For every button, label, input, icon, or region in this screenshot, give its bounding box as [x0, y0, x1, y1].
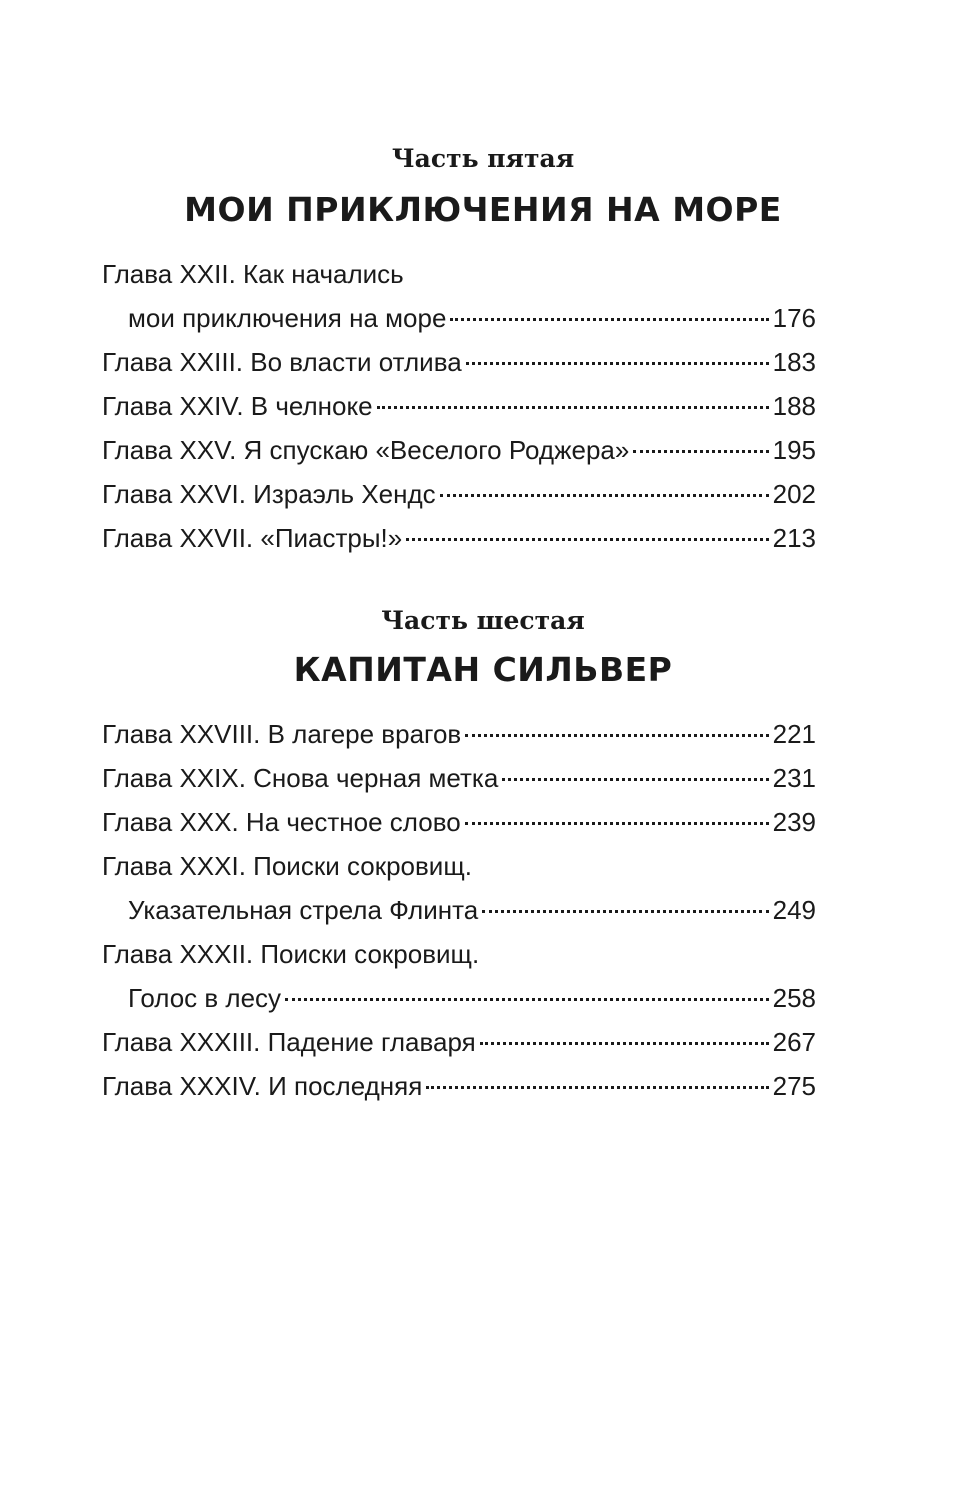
dot-leader	[480, 1042, 769, 1045]
toc-entry-label: Глава XXXIII. Падение главаря	[102, 1027, 476, 1057]
toc-entry-chapter-28	[102, 712, 816, 756]
toc-entry-chapter-30	[102, 800, 816, 844]
dot-leader	[633, 450, 768, 453]
toc-entry-page: 202	[772, 479, 816, 509]
toc-entry-page: 183	[772, 347, 816, 377]
toc-entry-chapter-23	[102, 340, 816, 384]
toc-entry-chapter-31	[102, 888, 816, 932]
dot-leader	[377, 406, 769, 409]
toc-entry-label: Глава XXX. На честное слово	[102, 807, 461, 837]
toc-entry-label: Глава XXXIV. И последняя	[102, 1071, 423, 1101]
toc-entry-label: Глава XXIV. В челноке	[102, 391, 373, 421]
toc-entry-chapter-27	[102, 516, 816, 560]
toc-entry-page: 231	[772, 763, 816, 793]
dot-leader	[285, 998, 769, 1001]
toc-entry-label: Глава XXII. Как начались	[102, 259, 404, 289]
toc-entry-chapter-26	[102, 472, 816, 516]
dot-leader	[466, 362, 769, 365]
toc-entry-label: мои приключения на море	[128, 303, 447, 333]
toc-entry-label: Голос в лесу	[128, 983, 282, 1013]
dot-leader	[450, 318, 768, 321]
toc-entry-label: Глава XXXII. Поиски сокровищ.	[102, 939, 480, 969]
toc-entry-label: Глава XXVII. «Пиастры!»	[102, 523, 403, 553]
dot-leader	[482, 910, 768, 913]
dot-leader	[465, 822, 769, 825]
dot-leader	[440, 494, 769, 497]
part-five-contents	[102, 252, 816, 560]
toc-entry-label: Глава XXXI. Поиски сокровищ.	[102, 851, 472, 881]
toc-entry-page: 221	[772, 719, 816, 749]
part-five-title: МОИ ПРИКЛЮЧЕНИЯ НА МОРЕ	[184, 190, 782, 229]
toc-entry-chapter-25	[102, 428, 816, 472]
toc-entry-page: 249	[772, 895, 816, 925]
toc-entry-chapter-29	[102, 756, 816, 800]
toc-entry-page: 213	[772, 523, 816, 553]
part-five-label: Часть пятая	[391, 144, 575, 173]
toc-entry-page: 239	[772, 807, 816, 837]
toc-entry-page: 188	[772, 391, 816, 421]
toc-entry-label: Глава XXVI. Израэль Хендс	[102, 479, 436, 509]
part-six-contents	[102, 712, 816, 1108]
toc-entry-page: 176	[772, 303, 816, 333]
part-six-label: Часть шестая	[381, 606, 585, 635]
toc-entry-page: 258	[772, 983, 816, 1013]
dot-leader	[406, 538, 768, 541]
dot-leader	[426, 1086, 768, 1089]
toc-entry-label: Глава XXIX. Снова черная метка	[102, 763, 499, 793]
toc-entry-label: Глава XXVIII. В лагере врагов	[102, 719, 462, 749]
toc-entry-label: Глава XXV. Я спускаю «Веселого Роджера»	[102, 435, 630, 465]
part-six-title: КАПИТАН СИЛЬВЕР	[293, 650, 673, 689]
toc-entry-chapter-24	[102, 384, 816, 428]
toc-entry-page: 267	[772, 1027, 816, 1057]
toc-entry-chapter-32-line1	[102, 932, 816, 976]
toc-entry-label: Глава XXIII. Во власти отлива	[102, 347, 462, 377]
toc-entry-chapter-31-line1	[102, 844, 816, 888]
toc-entry-chapter-22-line1	[102, 252, 816, 296]
toc-entry-label: Указательная стрела Флинта	[128, 895, 479, 925]
toc-entry-chapter-33	[102, 1020, 816, 1064]
dot-leader	[465, 734, 768, 737]
toc-entry-chapter-22	[102, 296, 816, 340]
toc-entry-page: 195	[772, 435, 816, 465]
toc-entry-chapter-32	[102, 976, 816, 1020]
toc-entry-page: 275	[772, 1071, 816, 1101]
dot-leader	[502, 778, 768, 781]
toc-entry-chapter-34	[102, 1064, 816, 1108]
